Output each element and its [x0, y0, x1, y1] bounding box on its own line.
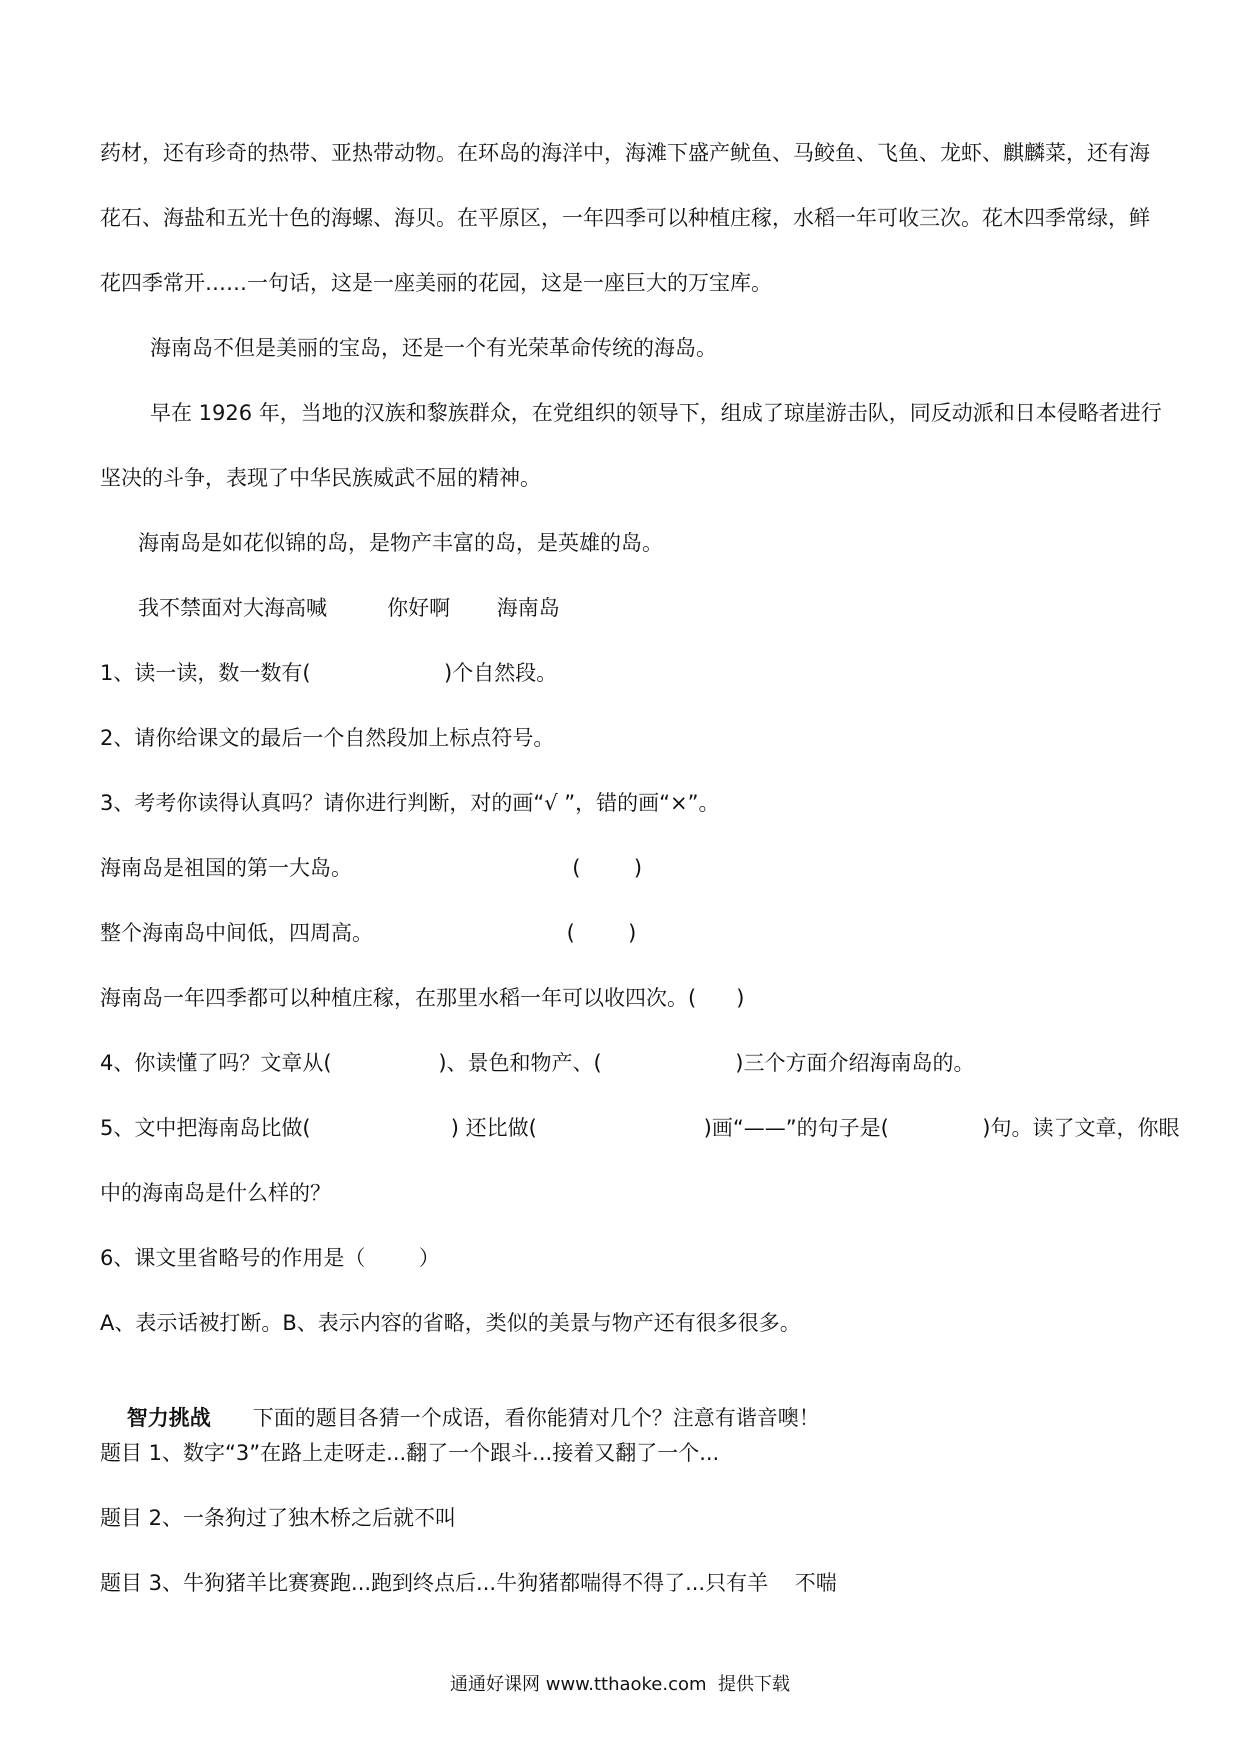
passage-line-8: 我不禁面对大海高喊 你好啊 海南岛 — [138, 596, 560, 620]
question-3-item-c: 海南岛一年四季都可以种植庄稼，在那里水稻一年可以收四次。( ) — [100, 986, 745, 1010]
challenge-item-2: 题目 2、一条狗过了独木桥之后就不叫 — [100, 1506, 457, 1530]
challenge-item-3: 题目 3、牛狗猪羊比赛赛跑...跑到终点后...牛狗猪都喘得不得了...只有羊 不喘 — [100, 1571, 837, 1595]
passage-line-4: 海南岛不但是美丽的宝岛，还是一个有光荣革命传统的海岛。 — [150, 336, 717, 360]
question-6: 6、课文里省略号的作用是（ ） — [100, 1246, 440, 1270]
challenge-intro: 下面的题目各猜一个成语，看你能猜对几个？注意有谐音噢！ — [252, 1406, 820, 1430]
page-footer: 通通好课网 www.tthaoke.com 提供下载 — [450, 1674, 790, 1695]
question-4: 4、你读懂了吗？文章从( )、景色和物产、( )三个方面介绍海南岛的。 — [100, 1051, 975, 1075]
question-1: 1、读一读，数一数有( )个自然段。 — [100, 661, 558, 685]
question-3-item-a: 海南岛是祖国的第一大岛。 ( ) — [100, 856, 643, 880]
challenge-item-1: 题目 1、数字“3”在路上走呀走...翻了一个跟斗...接着又翻了一个... — [100, 1441, 720, 1465]
question-6-options: A、表示话被打断。B、表示内容的省略，类似的美景与物产还有很多很多。 — [100, 1311, 801, 1335]
question-5-line-1: 5、文中把海南岛比做( ) 还比做( )画“——”的句子是( )句。读了文章，你眼 — [100, 1116, 1180, 1140]
passage-line-5: 早在 1926 年，当地的汉族和黎族群众，在党组织的领导下，组成了琼崖游击队，同反动派和日本侵略者进行 — [150, 401, 1162, 425]
question-5-line-2: 中的海南岛是什么样的？ — [100, 1181, 331, 1205]
passage-line-1: 药材，还有珍奇的热带、亚热带动物。在环岛的海洋中，海滩下盛产鱿鱼、马鲛鱼、飞鱼、龙虾、麒麟菜，还有海 — [100, 141, 1150, 165]
passage-line-2: 花石、海盐和五光十色的海螺、海贝。在平原区，一年四季可以种植庄稼，水稻一年可收三次。花木四季常绿，鲜 — [100, 206, 1150, 230]
passage-line-3: 花四季常开……一句话，这是一座美丽的花园，这是一座巨大的万宝库。 — [100, 271, 772, 295]
passage-line-6: 坚决的斗争，表现了中华民族威武不屈的精神。 — [100, 466, 541, 490]
challenge-title: 智力挑战 — [126, 1406, 211, 1430]
question-3-item-b: 整个海南岛中间低，四周高。 ( ) — [100, 921, 637, 945]
passage-line-7: 海南岛是如花似锦的岛，是物产丰富的岛，是英雄的岛。 — [138, 531, 663, 555]
question-3: 3、考考你读得认真吗？请你进行判断，对的画“√ ”，错的画“×”。 — [100, 791, 720, 815]
question-2: 2、请你给课文的最后一个自然段加上标点符号。 — [100, 726, 555, 750]
